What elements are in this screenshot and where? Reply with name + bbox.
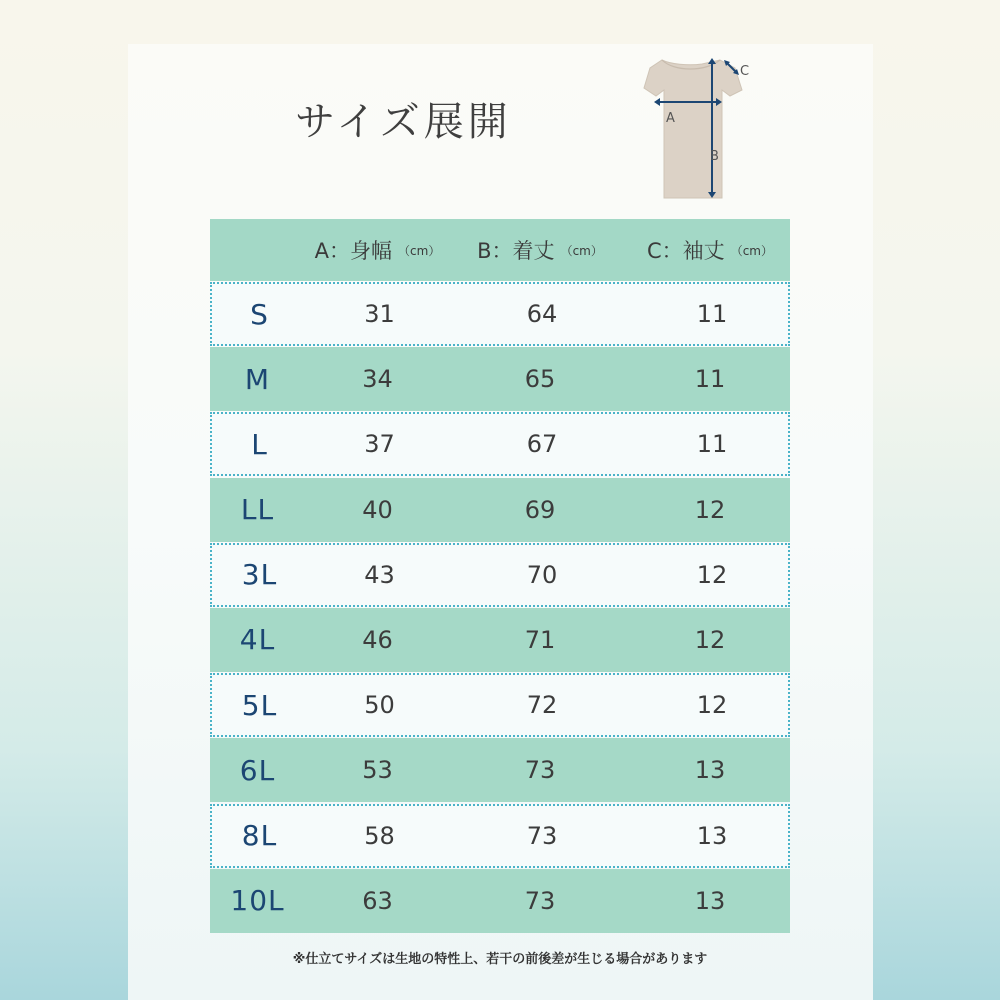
- length-cell-value: 71: [524, 625, 556, 654]
- sleeve-cell: [630, 347, 790, 411]
- sleeve-cell-value: 11: [694, 365, 726, 394]
- size-cell-value: 4L: [239, 623, 276, 657]
- width-cell: [305, 347, 450, 411]
- sleeve-cell: [630, 608, 790, 672]
- sleeve-cell-value: 13: [694, 886, 726, 915]
- width-cell-value: 43: [364, 560, 395, 589]
- sleeve-cell: [632, 545, 792, 605]
- sleeve-cell: [630, 738, 790, 802]
- width-cell: [307, 675, 452, 735]
- garment-shape: [644, 60, 742, 198]
- table-row: [210, 478, 790, 542]
- width-cell: [305, 478, 450, 542]
- length-cell: [450, 478, 630, 542]
- header-width: [305, 219, 450, 281]
- sleeve-cell-value: 13: [694, 756, 726, 785]
- length-cell-value: 73: [524, 886, 556, 915]
- size-cell: [210, 478, 305, 542]
- size-cell: [212, 545, 307, 605]
- header-sleeve: [630, 219, 790, 281]
- garment-measure-diagram: [640, 50, 760, 210]
- length-cell-value: 67: [526, 430, 558, 459]
- width-cell-value: 46: [362, 625, 393, 654]
- size-cell: [210, 869, 305, 933]
- size-cell: [210, 738, 305, 802]
- diagram-label-a: A: [666, 111, 675, 126]
- size-cell-value: LL: [240, 493, 275, 527]
- sleeve-cell-value: 12: [694, 495, 726, 524]
- width-cell-value: 34: [362, 365, 393, 394]
- sleeve-cell-value: 11: [696, 300, 728, 328]
- sleeve-cell: [632, 284, 792, 344]
- length-cell-value: 70: [526, 560, 558, 589]
- header-size: [210, 219, 305, 281]
- table-row: [210, 412, 790, 476]
- width-cell-value: 40: [362, 495, 393, 524]
- length-cell-value: 73: [526, 821, 558, 850]
- length-cell: [452, 545, 632, 605]
- width-cell: [307, 806, 452, 866]
- width-cell: [305, 608, 450, 672]
- table-header: [210, 219, 790, 281]
- sleeve-cell: [630, 869, 790, 933]
- sleeve-cell: [630, 478, 790, 542]
- size-cell-value: 6L: [239, 753, 276, 787]
- size-cell-value: 10L: [230, 884, 285, 918]
- width-cell: [307, 284, 452, 344]
- length-cell: [452, 284, 632, 344]
- length-cell-value: 72: [526, 691, 558, 720]
- width-cell-value: 31: [364, 300, 395, 328]
- width-cell-value: 50: [364, 691, 395, 720]
- header-length-unit: （cm）: [560, 243, 603, 258]
- size-table: [210, 219, 790, 934]
- table-row: [210, 282, 790, 346]
- size-cell: [212, 414, 307, 474]
- size-cell-value: 8L: [241, 819, 278, 852]
- header-sleeve-label: C：袖丈: [647, 239, 725, 263]
- width-cell-value: 63: [362, 886, 393, 915]
- width-cell: [307, 414, 452, 474]
- width-cell: [307, 545, 452, 605]
- footnote: ※仕立てサイズは生地の特性上、若干の前後差が生じる場合があります: [292, 952, 708, 967]
- size-cell: [210, 347, 305, 411]
- width-cell: [305, 738, 450, 802]
- sleeve-cell-value: 12: [694, 625, 726, 654]
- size-cell: [212, 675, 307, 735]
- sleeve-cell-value: 12: [696, 691, 728, 720]
- length-cell-value: 69: [524, 495, 556, 524]
- header-length-label: B：着丈: [477, 239, 555, 263]
- length-cell-value: 73: [524, 756, 556, 785]
- table-row: [210, 673, 790, 737]
- table-body: [210, 282, 790, 933]
- sleeve-cell-value: 12: [696, 560, 728, 589]
- width-cell: [305, 869, 450, 933]
- width-cell-value: 53: [362, 756, 393, 785]
- diagram-label-b: B: [710, 149, 719, 164]
- size-cell: [212, 284, 307, 344]
- header-width-unit: （cm）: [398, 243, 441, 258]
- size-cell-value: S: [250, 297, 269, 331]
- sleeve-cell-value: 13: [696, 821, 728, 850]
- table-row: [210, 543, 790, 607]
- page-title: サイズ展開: [295, 99, 512, 145]
- sleeve-cell-value: 11: [696, 430, 728, 459]
- table-row: [210, 804, 790, 868]
- sleeve-cell: [632, 806, 792, 866]
- diagram-label-c: C: [740, 64, 750, 79]
- size-cell-value: 5L: [241, 688, 278, 722]
- width-cell-value: 58: [364, 821, 395, 850]
- length-cell: [452, 806, 632, 866]
- length-cell: [452, 414, 632, 474]
- size-cell-value: M: [244, 362, 271, 396]
- table-row: [210, 347, 790, 411]
- length-cell: [452, 675, 632, 735]
- table-row: [210, 869, 790, 933]
- sleeve-cell: [632, 414, 792, 474]
- length-cell: [450, 869, 630, 933]
- size-cell-value: 3L: [241, 558, 278, 592]
- table-row: [210, 608, 790, 672]
- size-cell-value: L: [251, 427, 268, 461]
- header-sleeve-unit: （cm）: [730, 243, 773, 258]
- size-cell: [210, 608, 305, 672]
- length-cell: [450, 347, 630, 411]
- header-width-label: A：身幅: [314, 239, 393, 263]
- length-cell: [450, 738, 630, 802]
- length-cell-value: 65: [524, 365, 556, 394]
- header-length: [450, 219, 630, 281]
- table-row: [210, 738, 790, 802]
- size-cell: [212, 806, 307, 866]
- length-cell-value: 64: [526, 300, 558, 328]
- sleeve-cell: [632, 675, 792, 735]
- length-cell: [450, 608, 630, 672]
- width-cell-value: 37: [364, 430, 395, 459]
